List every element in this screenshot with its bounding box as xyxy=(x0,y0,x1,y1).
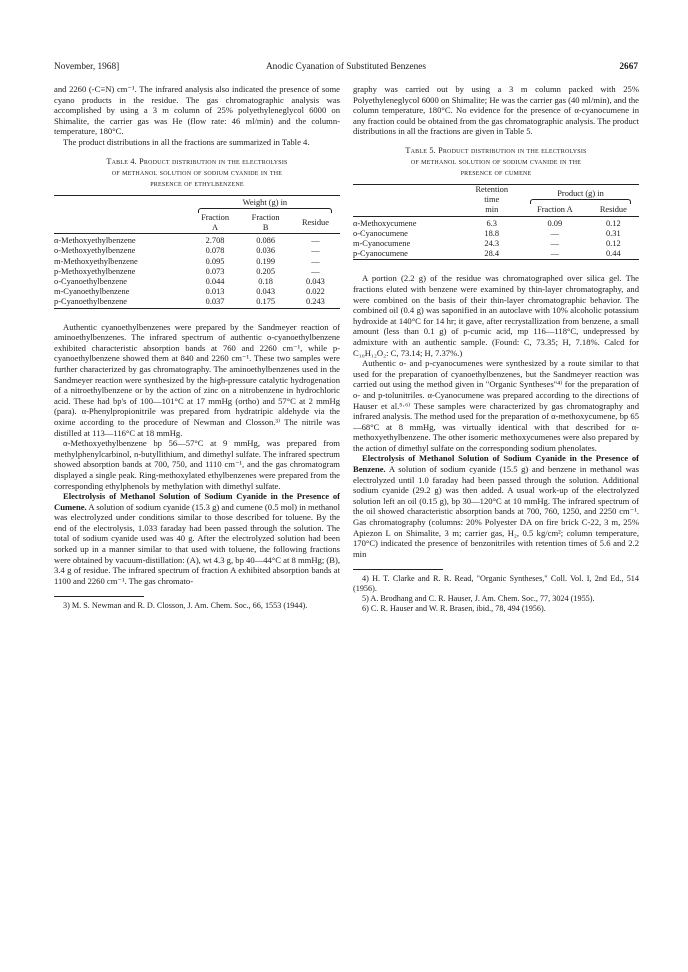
table-5-col-a: Fraction A xyxy=(537,205,573,215)
cell-value: 6.3 xyxy=(486,218,497,228)
cell-value: 2.708 xyxy=(205,236,225,246)
table-row xyxy=(353,239,639,249)
table-5-col-retention: Retention time min xyxy=(475,184,509,215)
table-4-col-residue: Residue xyxy=(301,217,329,227)
cell-value: 0.022 xyxy=(306,287,325,297)
cell-value: — xyxy=(311,236,320,246)
table-4 xyxy=(54,195,340,310)
table-4-col-b: Fraction B xyxy=(251,212,280,232)
compound-name: o-Cyanocumene xyxy=(353,228,408,238)
caption-line: Table 5. Product distribution in the electrolysis xyxy=(405,145,587,155)
cell-value: 0.18 xyxy=(258,276,273,286)
compound-name: m-Methoxyethylbenzene xyxy=(54,256,138,266)
table-5-caption xyxy=(353,145,639,178)
cell-value: 18.8 xyxy=(484,228,500,238)
table-row xyxy=(54,246,340,256)
table-row xyxy=(353,249,639,260)
paragraph: α-Methoxyethylbenzene bp 56—57°C at 9 mmHg, was prepared from methylphenylcarbinol, n-butyllithium, and dimethyl sulfate. The infrared spectrum showed absorption bands at 700, 750, and 1110 cm⁻¹, and the gas chromatogram displayed a single peak. Ring-methoxylated ethylbenzenes were prepared from the corresponding ethylphenols by methylation with dimethyl sulfate. xyxy=(54,438,340,491)
table-4-col-a: Fraction A xyxy=(201,212,230,232)
table-5-col-residue: Residue xyxy=(599,205,627,215)
compound-name: o-Cyanoethylbenzene xyxy=(54,276,128,286)
section-heading: Electrolysis of Methanol Solution of Sodium Cyanide in the Presence of Benzene. xyxy=(353,453,639,475)
cell-value: 0.44 xyxy=(605,249,621,259)
cell-value: — xyxy=(550,238,560,248)
cell-value: 0.073 xyxy=(205,266,225,276)
paragraph: A portion (2.2 g) of the residue was chromatographed over silica gel. The fractions eluted with benzene were examined by thin-layer chromatography, and were combined on the basis of their thin-layer chromatographic behavior. The combined oil (0.4 g) was saponified in an autoclave with 10% alcoholic potassium hydroxide at 140°C for 14 hr; it gave, after recrystallization from benzene, a small amount (less than 0.1 g) of p-cumic acid, mp 116—118°C, undepressed by admixture with an authentic sample. (Found: C, 73.35; H, 7.18%. Calcd for C₁₀H₁₂O₂: C, 73.14; H, 7.37%.) xyxy=(353,273,639,358)
compound-name: o-Methoxyethylbenzene xyxy=(54,246,136,256)
cell-value: 0.095 xyxy=(205,256,225,266)
cell-value: — xyxy=(311,266,320,276)
table-row xyxy=(54,277,340,287)
table-row xyxy=(353,229,639,239)
running-title: Anodic Cyanation of Substituted Benzenes xyxy=(265,62,427,72)
right-column xyxy=(353,84,639,614)
cell-value: — xyxy=(311,256,320,266)
cell-value: 0.09 xyxy=(547,218,563,228)
caption-line: Table 4. Product distribution in the electrolysis xyxy=(106,156,288,166)
table-5 xyxy=(353,184,639,261)
footnote-rule xyxy=(54,596,144,597)
cell-value: 0.31 xyxy=(605,228,621,238)
footnote-3: 3) M. S. Newman and R. D. Closson, J. Am. Chem. Soc., 66, 1553 (1944). xyxy=(63,601,308,611)
cell-value: — xyxy=(311,246,320,256)
footnote-4: 4) H. T. Clarke and R. R. Read, "Organic Syntheses," Coll. Vol. I, 2nd Ed., 514 (1956). xyxy=(353,574,639,594)
compound-name: α-Methoxyethylbenzene xyxy=(54,236,136,246)
running-head xyxy=(54,62,638,74)
footnote-5: 5) A. Brodhang and C. R. Hauser, J. Am. Chem. Soc., 77, 3024 (1955). xyxy=(362,594,595,604)
paragraph: Authentic o- and p-cyanocumenes were synthesized by a route similar to that used for the preparation of cyanoethylbenzenes, but the Sandmeyer reaction was carried out using the method given in "Organic Syntheses"⁴⁾ for the preparation of o- and p-tolunitriles. α-Cyanocumene was prepared according to the directions of Hauser et al.⁵·⁶⁾ These samples were characterized by gas chromatography and infrared analysis. The method used for the preparation of α-methoxycumene, bp 65—68°C at 8 mmHg, was virtually identical with that described for α-methoxyethylbenzene. The other isomeric methoxycumenes were also prepared by the action of dimethyl sulfate on the corresponding sodium phenolates. xyxy=(353,358,639,453)
cell-value: — xyxy=(550,228,560,238)
cell-value: 0.044 xyxy=(205,276,225,286)
compound-name: m-Cyanocumene xyxy=(353,238,411,248)
table-row xyxy=(54,287,340,297)
cell-value: 0.12 xyxy=(605,238,621,248)
issue-date: November, 1968] xyxy=(54,62,120,72)
compound-name: α-Methoxycumene xyxy=(353,218,417,228)
caption-line: of methanol solution of sodium cyanide in the xyxy=(111,167,283,177)
compound-name: p-Cyanocumene xyxy=(353,249,408,259)
table-row xyxy=(54,257,340,267)
cell-value: 0.199 xyxy=(256,256,276,266)
paragraph: and 2260 (-C≡N) cm⁻¹. The infrared analysis also indicated the presence of some cyano products in the residue. The gas chromatographic analysis was accomplished by using a 3 m column of 25% polyethyleneglycol 6000 on Shimalite, the carrier gas was He (flow rate: 46 ml/min) and the column-temperature, 180°C. xyxy=(54,84,340,137)
table-row xyxy=(54,234,340,247)
table-row xyxy=(54,267,340,277)
cell-value: — xyxy=(550,249,560,259)
table-row xyxy=(54,297,340,308)
paragraph: Electrolysis of Methanol Solution of Sodium Cyanide in the Presence of Benzene. A solution of sodium cyanide (15.5 g) and benzene in methanol was electrolyzed until 1.0 faraday had been passed through the solution. Additional sodium cyanide (29.2 g) was then added. A usual work-up of the electrolyzed solution left an oil (0.15 g), bp 30—120°C at 10 mmHg. The infrared spectrum of the oil showed characteristic absorption bands at 700, 760, 1250, and 2250 cm⁻¹. Gas chromatography (columns: 20% Polyester DA on fire brick C-22, 3 m, 25% Apiezon L on Shimalite, 3 m; carrier gas, H₂, 0.5 kg/cm²; column temperature, 170°C) indicated the presence of benzonitriles with retention times of 5.6 and 2.2 min xyxy=(353,453,639,559)
paragraph: graphy was carried out by using a 3 m column packed with 25% Polyethyleneglycol 6000 on Shimalite; He was the carrier gas (40 ml/min), and the column temperature, 180°C. No evidence for the presence of α-cyanocumene in any fraction could be obtained from the gas chromatographic analysis. The product distributions in all the fractions are given in Table 5. xyxy=(353,84,639,137)
compound-name: p-Cyanoethylbenzene xyxy=(54,297,128,307)
section-heading: Electrolysis of Methanol Solution of Sodium Cyanide in the Presence of Cumene. xyxy=(54,491,340,512)
cell-value: 0.013 xyxy=(205,287,225,297)
table-row xyxy=(353,216,639,229)
paragraph: Authentic cyanoethylbenzenes were prepared by the Sandmeyer reaction of aminoethylbenzenes. The infrared spectrum of authentic o-cyanoethylbenzene exhibited characteristic absorption bands at 760 and 2260 cm⁻¹, while p-cyanoethylbenzene showed them at 840 and 2260 cm⁻¹. These two samples were further characterized by gas chromatography. The aminoethylbenzenes used in the Sandmeyer reaction were synthesized by the high-pressure catalytic hydrogenation of a nitroethylbenzene or by the action of zinc on a nitrobenzene in hydrochloric acid. These had bp's of 100—101°C at 17 mmHg (ortho) and 57°C at 2 mmHg (para). α-Phenylpropionitrile was prepared from hydratripic aldehyde via the oxime according to the procedure of Newman and Closson.³⁾ The nitrile was distilled at 113—116°C at 18 mmHg. xyxy=(54,321,340,438)
cell-value: 0.043 xyxy=(256,287,276,297)
cell-value: 0.205 xyxy=(256,266,276,276)
paragraph: Electrolysis of Methanol Solution of Sodium Cyanide in the Presence of Cumene. A solution of sodium cyanide (15.3 g) and cumene (0.5 mol) in methanol was electrolyzed under conditions similar to those described for toluene. By the end of the electrolysis, 1.033 faraday had been passed through the solution. The total of sodium cyanide used was 40 g. After the electrolyzed solution had been sorked up in a manner similar to that used with toluene, the following fractions were obtained by vacuum-distillation: (A), wt 4.3 g, bp 40—44°C at 8 mmHg; (B), 3.4 g of residue. The infrared spectrum of fraction A exhibited absorption bands at 1100 and 2260 cm⁻¹. The gas chromato- xyxy=(54,491,340,586)
compound-name: p-Methoxyethylbenzene xyxy=(54,266,136,276)
cell-value: 0.036 xyxy=(256,246,276,256)
footnotes xyxy=(54,601,340,611)
cell-value: 0.043 xyxy=(306,276,325,286)
table-5-group-header: Product (g) in xyxy=(522,184,639,204)
cell-value: 24.3 xyxy=(484,238,500,248)
left-column xyxy=(54,84,340,611)
cell-value: 0.175 xyxy=(256,297,276,307)
page-number: 2667 xyxy=(619,62,638,72)
footnotes xyxy=(353,574,639,613)
footnote-6: 6) C. R. Hauser and W. R. Brasen, ibid., 78, 494 (1956). xyxy=(362,603,546,613)
cell-value: 0.086 xyxy=(256,236,276,246)
caption-line: presence of ethylbenzene xyxy=(150,178,244,188)
caption-line: of methanol solution of sodium cyanide in the xyxy=(410,156,582,166)
cell-value: 28.4 xyxy=(484,249,500,259)
compound-name: m-Cyanoethylbenzene xyxy=(54,287,130,297)
cell-value: 0.12 xyxy=(605,218,621,228)
paragraph: The product distributions in all the fractions are summarized in Table 4. xyxy=(63,136,310,147)
cell-value: 0.078 xyxy=(205,246,225,256)
cell-value: 0.037 xyxy=(205,297,225,307)
caption-line: presence of cumene xyxy=(460,167,532,177)
table-4-caption xyxy=(54,156,340,189)
cell-value: 0.243 xyxy=(306,297,325,307)
table-4-group-header: Weight (g) in xyxy=(190,195,340,213)
footnote-rule xyxy=(353,569,443,570)
